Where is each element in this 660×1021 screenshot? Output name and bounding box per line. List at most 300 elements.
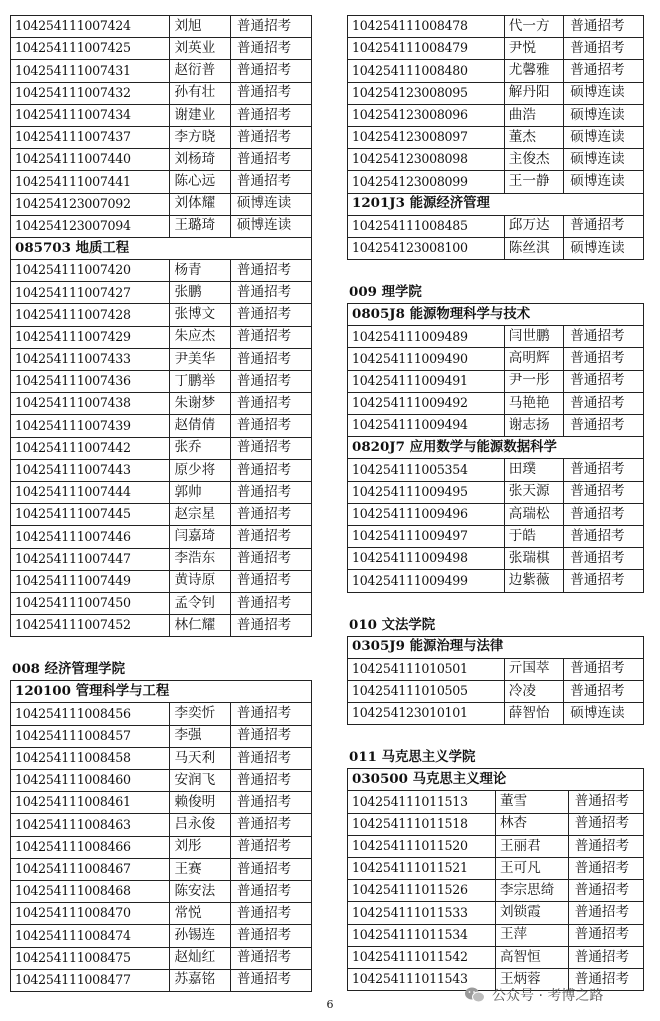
table-row	[348, 237, 644, 259]
student-id: 104254123008095	[348, 82, 505, 104]
major-header-row	[11, 237, 312, 259]
student-id: 104254111007427	[11, 282, 170, 304]
admission-type: 普通招考	[230, 171, 311, 193]
student-name: 李方晓	[170, 126, 230, 148]
admission-type: 普通招考	[230, 925, 311, 947]
student-name: 王璐琦	[170, 215, 230, 237]
student-id: 104254111008457	[11, 725, 170, 747]
admission-type: 普通招考	[230, 481, 311, 503]
table-row	[11, 393, 312, 415]
table-row	[348, 149, 644, 171]
table-row	[11, 770, 312, 792]
left-column	[10, 15, 312, 992]
admission-type: 普通招考	[230, 570, 311, 592]
admission-type: 普通招考	[230, 126, 311, 148]
table-row	[11, 570, 312, 592]
student-name: 马艳艳	[504, 392, 563, 414]
student-name: 马天利	[170, 747, 230, 769]
admission-type: 普通招考	[568, 902, 643, 924]
student-id: 104254111007445	[11, 504, 170, 526]
admission-type: 普通招考	[230, 592, 311, 614]
student-name: 尤馨雅	[504, 60, 563, 82]
admission-type: 普通招考	[230, 104, 311, 126]
student-id: 104254111008460	[11, 770, 170, 792]
table-row	[11, 947, 312, 969]
student-id: 104254111008456	[11, 703, 170, 725]
student-id: 104254111008480	[348, 60, 505, 82]
student-id: 104254111011526	[348, 880, 496, 902]
dept-heading-science: 009 理学院	[349, 284, 422, 301]
student-name: 赵宗星	[170, 504, 230, 526]
student-name: 解丹阳	[504, 82, 563, 104]
student-name: 主俊杰	[504, 149, 563, 171]
student-name: 王一静	[504, 171, 563, 193]
student-id: 104254111008466	[11, 836, 170, 858]
admission-type: 普通招考	[564, 503, 644, 525]
table-row	[348, 703, 644, 725]
student-id: 104254111009498	[348, 548, 505, 570]
student-name: 赵灿红	[170, 947, 230, 969]
student-name: 陈丝淇	[504, 237, 563, 259]
major-title: 1201J3 能源经济管理	[348, 193, 644, 215]
student-name: 吕永俊	[170, 814, 230, 836]
student-id: 104254111008479	[348, 38, 505, 60]
student-id: 104254111007437	[11, 126, 170, 148]
table-row	[11, 415, 312, 437]
admission-type: 普通招考	[568, 791, 643, 813]
admission-type: 普通招考	[564, 348, 644, 370]
student-id: 104254111008470	[11, 903, 170, 925]
table-row	[348, 548, 644, 570]
major-title: 0820J7 应用数学与能源数据科学	[348, 437, 644, 459]
table-row	[348, 104, 644, 126]
admission-type: 普通招考	[230, 326, 311, 348]
student-id: 104254111007444	[11, 481, 170, 503]
student-id: 104254123010101	[348, 703, 505, 725]
student-name: 赖俊明	[170, 792, 230, 814]
student-id: 104254111007431	[11, 60, 170, 82]
table-row	[11, 925, 312, 947]
table-row	[11, 171, 312, 193]
admission-type: 普通招考	[230, 858, 311, 880]
student-name: 孙锡连	[170, 925, 230, 947]
table-row	[11, 326, 312, 348]
admission-type: 硕博连读	[564, 126, 644, 148]
student-id: 104254123008098	[348, 149, 505, 171]
table-row	[11, 149, 312, 171]
table-row	[11, 747, 312, 769]
student-id: 104254111008467	[11, 858, 170, 880]
table-row	[11, 304, 312, 326]
admission-type: 普通招考	[568, 968, 643, 990]
student-name: 赵衍普	[170, 60, 230, 82]
student-id: 104254111011543	[348, 968, 496, 990]
student-name: 邱万达	[504, 215, 563, 237]
student-name: 赵倩倩	[170, 415, 230, 437]
student-name: 闫嘉琦	[170, 526, 230, 548]
table-row	[11, 38, 312, 60]
student-name: 薛智怡	[504, 703, 563, 725]
major-title: 0305J9 能源治理与法律	[348, 636, 644, 658]
student-id: 104254111007452	[11, 615, 170, 637]
student-id: 104254111007428	[11, 304, 170, 326]
student-name: 林仁耀	[170, 615, 230, 637]
table-row	[11, 548, 312, 570]
student-id: 104254111007442	[11, 437, 170, 459]
student-id: 104254123008097	[348, 126, 505, 148]
student-name: 田璞	[504, 459, 563, 481]
student-name: 李浩东	[170, 548, 230, 570]
student-name: 高明辉	[504, 348, 563, 370]
admission-type: 硕博连读	[564, 82, 644, 104]
admission-type: 普通招考	[230, 16, 311, 38]
student-name: 黄诗原	[170, 570, 230, 592]
student-name: 刘杨琦	[170, 149, 230, 171]
student-id: 104254111007429	[11, 326, 170, 348]
student-id: 104254111010505	[348, 680, 505, 702]
student-name: 安润飞	[170, 770, 230, 792]
table-row	[348, 924, 644, 946]
admission-type: 普通招考	[230, 615, 311, 637]
admission-type: 普通招考	[564, 215, 644, 237]
student-name: 张瑞棋	[504, 548, 563, 570]
student-id: 104254123007094	[11, 215, 170, 237]
admission-type: 普通招考	[230, 903, 311, 925]
student-id: 104254111008474	[11, 925, 170, 947]
admission-type: 普通招考	[564, 525, 644, 547]
student-id: 104254111008485	[348, 215, 505, 237]
table-row	[348, 946, 644, 968]
table-row	[348, 880, 644, 902]
table-row	[348, 60, 644, 82]
student-name: 刘锁霞	[495, 902, 568, 924]
table-row	[11, 504, 312, 526]
student-id: 104254111007420	[11, 260, 170, 282]
table-row	[348, 171, 644, 193]
student-id: 104254111008468	[11, 880, 170, 902]
student-name: 丁鹏举	[170, 371, 230, 393]
table-row	[348, 415, 644, 437]
table-right-3	[347, 636, 644, 726]
admission-type: 普通招考	[230, 437, 311, 459]
student-id: 104254111011518	[348, 813, 496, 835]
student-name: 陈安法	[170, 880, 230, 902]
student-id: 104254111007449	[11, 570, 170, 592]
right-column	[347, 15, 644, 991]
admission-type: 普通招考	[230, 304, 311, 326]
student-id: 104254111009499	[348, 570, 505, 592]
table-right-2	[347, 303, 644, 592]
student-id: 104254123008099	[348, 171, 505, 193]
student-name: 闫世鹏	[504, 326, 563, 348]
major-title: 120100 管理科学与工程	[11, 681, 312, 703]
student-name: 张乔	[170, 437, 230, 459]
admission-type: 普通招考	[568, 835, 643, 857]
table-row	[348, 370, 644, 392]
dept-heading-law: 010 文法学院	[349, 616, 436, 633]
table-row	[348, 503, 644, 525]
student-name: 李奕忻	[170, 703, 230, 725]
student-id: 104254111011520	[348, 835, 496, 857]
table-row	[11, 104, 312, 126]
student-name: 郭帅	[170, 481, 230, 503]
admission-type: 普通招考	[564, 570, 644, 592]
student-id: 104254111009497	[348, 525, 505, 547]
admission-type: 普通招考	[230, 725, 311, 747]
student-name: 于皓	[504, 525, 563, 547]
table-row	[348, 813, 644, 835]
student-name: 尹悦	[504, 38, 563, 60]
student-name: 刘彤	[170, 836, 230, 858]
student-name: 王炳蓉	[495, 968, 568, 990]
student-id: 104254111008461	[11, 792, 170, 814]
student-id: 104254111009492	[348, 392, 505, 414]
student-id: 104254111007450	[11, 592, 170, 614]
student-id: 104254111007443	[11, 459, 170, 481]
table-left-1	[10, 15, 312, 637]
admission-type: 普通招考	[564, 658, 644, 680]
admission-type: 普通招考	[568, 858, 643, 880]
admission-type: 硕博连读	[564, 104, 644, 126]
admission-type: 普通招考	[230, 393, 311, 415]
major-title: 085703 地质工程	[11, 237, 312, 259]
student-name: 朱谢梦	[170, 393, 230, 415]
student-name: 亓国萃	[504, 658, 563, 680]
student-name: 苏嘉铭	[170, 969, 230, 991]
table-row	[11, 371, 312, 393]
student-id: 104254111007440	[11, 149, 170, 171]
student-id: 104254123008100	[348, 237, 505, 259]
table-row	[348, 16, 644, 38]
table-row	[348, 348, 644, 370]
table-row	[11, 16, 312, 38]
student-id: 104254111008475	[11, 947, 170, 969]
table-row	[11, 814, 312, 836]
admission-type: 普通招考	[230, 260, 311, 282]
table-row	[348, 525, 644, 547]
admission-type: 硕博连读	[564, 171, 644, 193]
admission-type: 普通招考	[568, 880, 643, 902]
student-id: 104254111007432	[11, 82, 170, 104]
student-name: 王赛	[170, 858, 230, 880]
student-name: 董雪	[495, 791, 568, 813]
major-header-row	[348, 304, 644, 326]
admission-type: 普通招考	[564, 415, 644, 437]
admission-type: 普通招考	[564, 459, 644, 481]
student-name: 原少将	[170, 459, 230, 481]
admission-type: 硕博连读	[564, 237, 644, 259]
table-row	[348, 481, 644, 503]
table-row	[348, 791, 644, 813]
student-id: 104254111007434	[11, 104, 170, 126]
admission-type: 普通招考	[230, 703, 311, 725]
admission-type: 普通招考	[230, 60, 311, 82]
major-header-row	[348, 769, 644, 791]
table-row	[348, 570, 644, 592]
watermark	[464, 985, 603, 1005]
student-id: 104254123008096	[348, 104, 505, 126]
student-name: 张博文	[170, 304, 230, 326]
admission-type: 普通招考	[230, 969, 311, 991]
student-id: 104254111007447	[11, 548, 170, 570]
admission-type: 硕博连读	[230, 193, 311, 215]
student-id: 104254111008478	[348, 16, 505, 38]
table-row	[348, 680, 644, 702]
student-id: 104254111007433	[11, 348, 170, 370]
major-header-row	[11, 681, 312, 703]
admission-type: 普通招考	[564, 481, 644, 503]
student-id: 104254111011533	[348, 902, 496, 924]
table-row	[11, 437, 312, 459]
table-row	[348, 459, 644, 481]
student-name: 张天源	[504, 481, 563, 503]
student-name: 董杰	[504, 126, 563, 148]
student-id: 104254111007438	[11, 393, 170, 415]
student-name: 杨青	[170, 260, 230, 282]
admission-type: 普通招考	[230, 38, 311, 60]
student-id: 104254111011521	[348, 858, 496, 880]
student-id: 104254111010501	[348, 658, 505, 680]
major-header-row	[348, 193, 644, 215]
student-name: 谢志扬	[504, 415, 563, 437]
table-row	[348, 82, 644, 104]
student-name: 曲浩	[504, 104, 563, 126]
admission-type: 普通招考	[230, 814, 311, 836]
admission-type: 普通招考	[230, 836, 311, 858]
table-row	[11, 215, 312, 237]
student-id: 104254111011513	[348, 791, 496, 813]
watermark-label: 公众号 · 考博之路	[492, 988, 604, 1004]
student-name: 高智恒	[495, 946, 568, 968]
student-id: 104254111009491	[348, 370, 505, 392]
student-id: 104254111008458	[11, 747, 170, 769]
student-id: 104254123007092	[11, 193, 170, 215]
student-name: 刘旭	[170, 16, 230, 38]
admission-type: 普通招考	[568, 946, 643, 968]
table-row	[11, 969, 312, 991]
table-row	[11, 82, 312, 104]
student-name: 孟令钊	[170, 592, 230, 614]
page-number: 6	[326, 998, 334, 1011]
student-name: 孙有壮	[170, 82, 230, 104]
student-id: 104254111009496	[348, 503, 505, 525]
table-right-4	[347, 768, 644, 991]
student-name: 代一方	[504, 16, 563, 38]
student-id: 104254111009495	[348, 481, 505, 503]
admission-type: 普通招考	[564, 38, 644, 60]
admission-type: 普通招考	[230, 82, 311, 104]
table-row	[11, 526, 312, 548]
student-name: 谢建业	[170, 104, 230, 126]
admission-type: 普通招考	[230, 792, 311, 814]
student-name: 王可凡	[495, 858, 568, 880]
table-row	[11, 348, 312, 370]
table-row	[348, 835, 644, 857]
student-id: 104254111008477	[11, 969, 170, 991]
student-name: 张鹏	[170, 282, 230, 304]
admission-type: 普通招考	[230, 415, 311, 437]
table-row	[348, 658, 644, 680]
student-id: 104254111007446	[11, 526, 170, 548]
admission-type: 普通招考	[568, 924, 643, 946]
admission-type: 普通招考	[230, 947, 311, 969]
student-id: 104254111007424	[11, 16, 170, 38]
admission-type: 普通招考	[230, 548, 311, 570]
table-right-1	[347, 15, 644, 260]
student-name: 常悦	[170, 903, 230, 925]
student-id: 104254111011534	[348, 924, 496, 946]
dept-heading-econ: 008 经济管理学院	[12, 661, 125, 678]
admission-type: 普通招考	[230, 880, 311, 902]
student-name: 刘体耀	[170, 193, 230, 215]
table-row	[11, 193, 312, 215]
table-row	[348, 215, 644, 237]
student-name: 尹美华	[170, 348, 230, 370]
admission-type: 普通招考	[230, 149, 311, 171]
student-name: 刘英业	[170, 38, 230, 60]
admission-type: 普通招考	[230, 459, 311, 481]
table-row	[11, 725, 312, 747]
student-name: 李宗思绮	[495, 880, 568, 902]
student-id: 104254111009489	[348, 326, 505, 348]
table-row	[348, 858, 644, 880]
table-row	[11, 615, 312, 637]
admission-type: 普通招考	[564, 680, 644, 702]
student-id: 104254111009494	[348, 415, 505, 437]
student-name: 冷凌	[504, 680, 563, 702]
student-id: 104254111009490	[348, 348, 505, 370]
table-row	[348, 126, 644, 148]
student-name: 朱应杰	[170, 326, 230, 348]
admission-type: 普通招考	[564, 392, 644, 414]
table-row	[11, 592, 312, 614]
table-row	[11, 792, 312, 814]
table-row	[348, 38, 644, 60]
admission-type: 普通招考	[230, 504, 311, 526]
student-name: 王丽君	[495, 835, 568, 857]
admission-type: 普通招考	[230, 282, 311, 304]
wechat-icon	[464, 986, 486, 1004]
table-row	[348, 902, 644, 924]
student-id: 104254111008463	[11, 814, 170, 836]
major-title: 0805J8 能源物理科学与技术	[348, 304, 644, 326]
table-row	[11, 126, 312, 148]
admission-type: 普通招考	[230, 371, 311, 393]
student-id: 104254111005354	[348, 459, 505, 481]
admission-type: 普通招考	[564, 16, 644, 38]
admission-type: 普通招考	[564, 370, 644, 392]
dept-heading-marxism: 011 马克思主义学院	[349, 749, 476, 766]
student-name: 边紫薇	[504, 570, 563, 592]
table-row	[11, 459, 312, 481]
table-left-2	[10, 680, 312, 992]
student-name: 林杏	[495, 813, 568, 835]
table-row	[11, 858, 312, 880]
student-id: 104254111007441	[11, 171, 170, 193]
admission-type: 硕博连读	[230, 215, 311, 237]
admission-type: 普通招考	[568, 813, 643, 835]
table-row	[11, 836, 312, 858]
student-name: 尹一彤	[504, 370, 563, 392]
table-row	[348, 392, 644, 414]
table-row	[11, 903, 312, 925]
major-header-row	[348, 437, 644, 459]
student-name: 李强	[170, 725, 230, 747]
admission-type: 硕博连读	[564, 703, 644, 725]
table-row	[348, 326, 644, 348]
admission-type: 硕博连读	[564, 149, 644, 171]
table-row	[11, 260, 312, 282]
